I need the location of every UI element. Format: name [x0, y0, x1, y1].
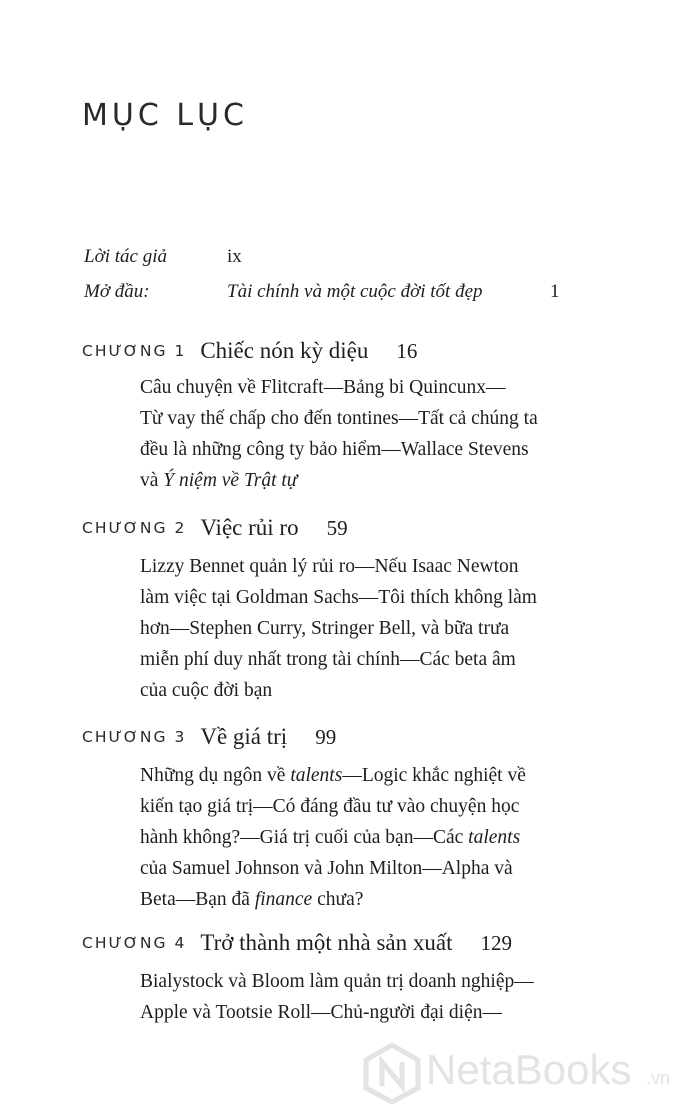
chapter-label: CHƯƠNG 2: [82, 519, 187, 537]
netabooks-watermark: [362, 1042, 692, 1104]
chapter-label: CHƯƠNG 4: [82, 934, 187, 952]
summary-line: Từ vay thế chấp cho đến tontines—Tất cả chúng ta: [140, 408, 538, 429]
summary-line: Apple và Tootsie Roll—Chủ-người đại diện—: [140, 1002, 502, 1023]
chapter-heading: [82, 930, 512, 956]
summary-line: miễn phí duy nhất trong tài chính—Các beta âm: [140, 649, 516, 670]
summary-line: Câu chuyện về Flitcraft—Bảng bi Quincunx—: [140, 377, 506, 398]
summary-line: của Samuel Johnson và John Milton—Alpha và: [140, 858, 513, 879]
summary-line: làm việc tại Goldman Sachs—Tôi thích không làm: [140, 587, 537, 608]
watermark-brand: NetaBooks: [426, 1046, 632, 1093]
chapter-title: Chiếc nón kỳ diệu: [200, 338, 369, 363]
front-matter-page: 1: [550, 281, 560, 302]
watermark-suffix: .vn: [646, 1068, 671, 1088]
front-matter: [84, 246, 604, 316]
summary-line: Lizzy Bennet quản lý rủi ro—Nếu Isaac Newton: [140, 556, 519, 577]
summary-line: đều là những công ty bảo hiểm—Wallace Stevens: [140, 439, 529, 460]
chapter-heading: [82, 338, 417, 364]
summary-line: Bialystock và Bloom làm quản trị doanh nghiệp—: [140, 971, 534, 992]
page-title: MỤC LỤC: [82, 98, 248, 133]
chapter-page: 99: [315, 724, 337, 749]
chapter-title: Về giá trị: [200, 724, 288, 749]
chapter-title: Việc rủi ro: [200, 515, 299, 540]
chapter-summary: [140, 966, 610, 1028]
chapter-page: 16: [396, 338, 418, 363]
chapter-label: CHƯƠNG 1: [82, 342, 187, 360]
chapter-title: Trở thành một nhà sản xuất: [200, 930, 453, 955]
netabooks-logo-icon: [362, 1042, 422, 1104]
chapter-heading: [82, 515, 348, 541]
summary-line: Beta—Bạn đã finance chưa?: [140, 889, 364, 910]
summary-line: của cuộc đời bạn: [140, 680, 273, 701]
front-matter-label: Lời tác giả: [84, 246, 167, 267]
chapter-page: 59: [326, 515, 348, 540]
chapter-label: CHƯƠNG 3: [82, 728, 187, 746]
summary-line: hơn—Stephen Curry, Stringer Bell, và bữa trưa: [140, 618, 510, 639]
chapter-summary: [140, 551, 610, 706]
front-matter-page: ix: [227, 246, 242, 267]
chapter-summary: [140, 760, 610, 915]
summary-line: Những dụ ngôn về talents—Logic khắc nghiệt về: [140, 765, 526, 786]
chapter-summary: [140, 372, 610, 496]
chapter-heading: [82, 724, 336, 750]
front-matter-label: Mở đầu:: [84, 281, 150, 302]
summary-line: kiến tạo giá trị—Có đáng đầu tư vào chuyện học: [140, 796, 520, 817]
summary-line: hành không?—Giá trị cuối của bạn—Các talents: [140, 827, 521, 848]
summary-line: và Ý niệm về Trật tự: [140, 470, 298, 491]
front-matter-title: Tài chính và một cuộc đời tốt đẹp: [227, 281, 483, 302]
chapter-page: 129: [480, 930, 512, 955]
